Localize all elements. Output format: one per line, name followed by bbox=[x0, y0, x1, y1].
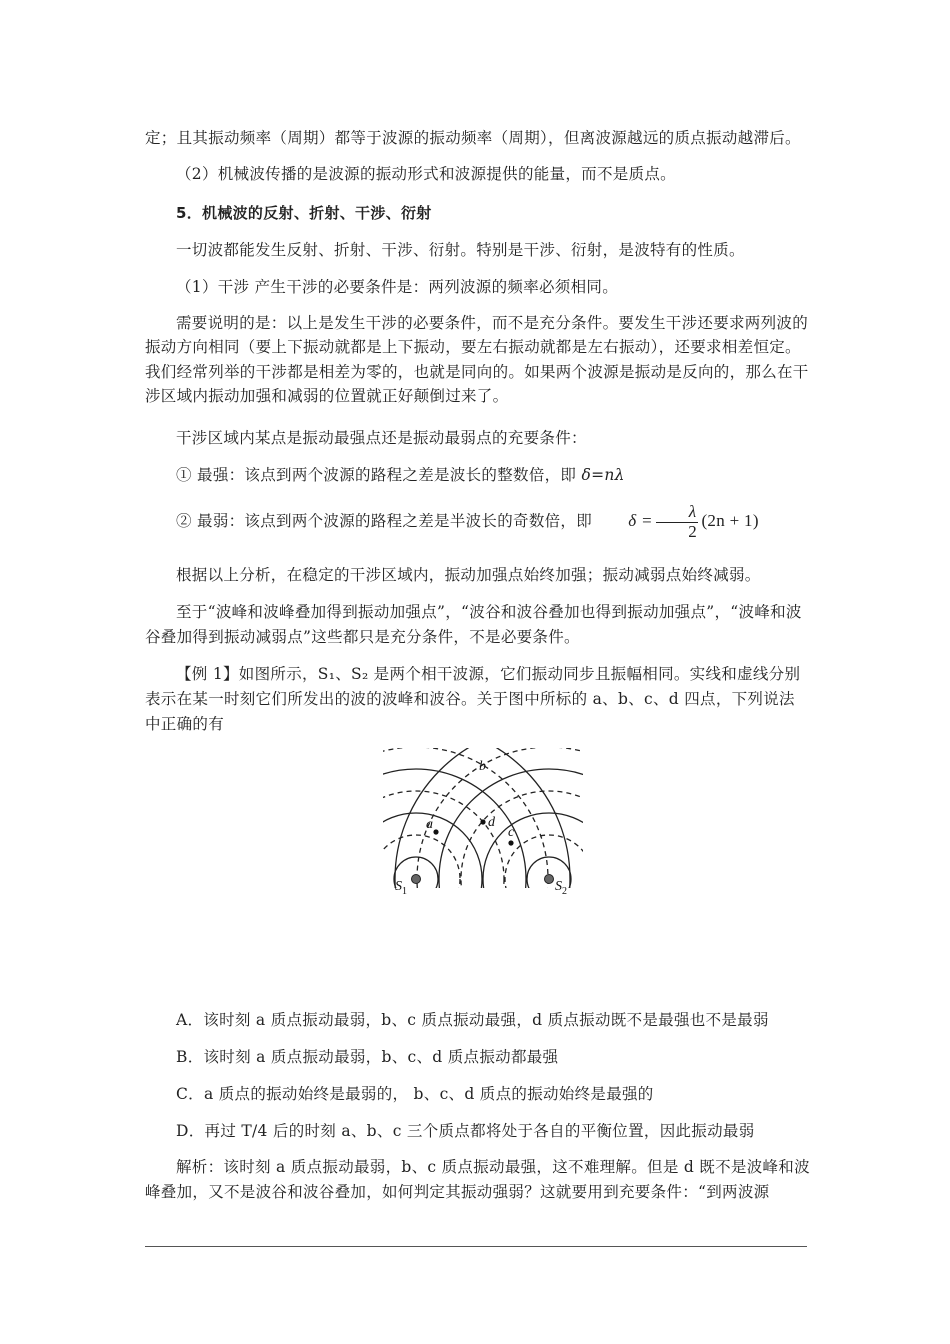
source-s1-dot bbox=[412, 875, 421, 884]
formula-delta: δ = bbox=[628, 511, 653, 531]
point-d bbox=[480, 819, 485, 824]
paragraph-continuation: 定；且其振动频率（周期）都等于波源的振动频率（周期），但离波源越远的质点振动越滞后。 bbox=[145, 129, 801, 147]
label-c: c bbox=[508, 825, 515, 840]
footer-divider bbox=[145, 1246, 807, 1247]
paragraph-example-1: 【例 1】如图所示，S₁、S₂ 是两个相干波源，它们振动同步且振幅相同。实线和虚线分别表示在某一时刻它们所发出的波的波峰和波谷。关于图中所标的 a、b、c、d 四点，下列说法中正确的有 bbox=[145, 665, 801, 733]
strongest-text: ① 最强：该点到两个波源的路程之差是波长的整数倍，即 bbox=[176, 466, 582, 484]
paragraph-point-2: （2）机械波传播的是波源的振动形式和波源提供的能量，而不是质点。 bbox=[176, 165, 676, 183]
formula-fraction bbox=[656, 503, 699, 541]
label-b: b bbox=[479, 759, 486, 774]
section-heading-5: 5．机械波的反射、折射、干涉、衍射 bbox=[176, 204, 432, 222]
paragraph-sufficient: 至于“波峰和波峰叠加得到振动加强点”，“波谷和波谷叠加也得到振动加强点”，“波峰和波谷叠加得到振动减弱点”这些都只是充分条件，不是必要条件。 bbox=[145, 603, 802, 646]
paragraph-analysis: 根据以上分析，在稳定的干涉区域内，振动加强点始终加强；振动减弱点始终减弱。 bbox=[176, 566, 761, 584]
paragraph-weakest bbox=[145, 503, 810, 541]
formula-tail: (2n + 1) bbox=[701, 511, 759, 531]
option-b: B．该时刻 a 质点振动最弱，b、c、d 质点振动都最强 bbox=[176, 1048, 559, 1066]
label-s1: $S_1$ bbox=[395, 879, 407, 897]
formula-numerator: λ bbox=[656, 503, 699, 523]
source-s2-dot bbox=[545, 875, 554, 884]
paragraph-interference: （1）干涉 产生干涉的必要条件是：两列波源的频率必须相同。 bbox=[176, 278, 618, 296]
weakest-formula bbox=[597, 503, 759, 541]
point-c bbox=[508, 840, 513, 845]
formula-denominator: 2 bbox=[688, 521, 698, 541]
interference-figure bbox=[383, 748, 583, 900]
option-a: A．该时刻 a 质点振动最弱，b、c 质点振动最强，d 质点振动既不是最强也不是最弱 bbox=[176, 1011, 769, 1029]
label-s2: $S_2$ bbox=[555, 879, 567, 897]
paragraph-condition: 干涉区域内某点是振动最强点还是振动最弱点的充要条件： bbox=[176, 429, 587, 447]
label-a: a bbox=[426, 817, 433, 832]
option-c: C．a 质点的振动始终是最弱的， b、c、d 质点的振动始终是最强的 bbox=[176, 1085, 654, 1103]
weakest-text: ② 最弱：该点到两个波源的路程之差是半波长的奇数倍，即 bbox=[176, 512, 598, 531]
paragraph-strongest bbox=[145, 463, 810, 489]
strongest-formula: δ=nλ bbox=[581, 466, 625, 484]
paragraph-explanation: 需要说明的是：以上是发生干涉的必要条件，而不是充分条件。要发生干涉还要求两列波的振动方向相同（要上下振动就都是上下振动，要左右振动就都是左右振动），还要求相差恒定。我们经常列举的干涉都是相差为零的，也就是同向的。如果两个波源是振动是反向的，那么在干涉区域内振动加强和减弱的位置就正好颠倒过来了。 bbox=[145, 314, 809, 405]
paragraph-intro: 一切波都能发生反射、折射、干涉、衍射。特别是干涉、衍射，是波特有的性质。 bbox=[176, 241, 745, 259]
paragraph-solution: 解析：该时刻 a 质点振动最弱，b、c 质点振动最强，这不难理解。但是 d 既不是波峰和波峰叠加，又不是波谷和波谷叠加，如何判定其振动强弱？这就要用到充要条件：“到两波源 bbox=[145, 1158, 810, 1201]
point-a bbox=[433, 829, 438, 834]
option-d: D．再过 T/4 后的时刻 a、b、c 三个质点都将处于各自的平衡位置，因此振动最弱 bbox=[176, 1122, 755, 1140]
label-d: d bbox=[488, 815, 495, 830]
